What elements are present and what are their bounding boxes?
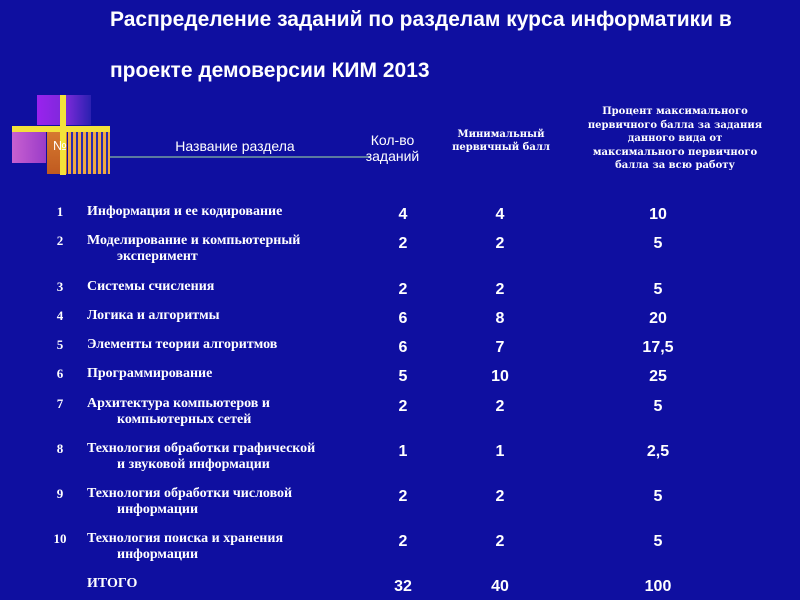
row-number: 7 [56,396,64,411]
header-number: № [53,138,67,153]
row-min-score: 2 [495,488,505,505]
row-percent: 20 [649,310,667,327]
row-section-name: Архитектура компьютеров и компьютерных сетей [87,396,270,427]
row-min-score: 10 [491,368,509,385]
deco-yellow-horizontal-bar [12,126,110,132]
header-section-name: Название раздела [175,138,295,154]
row-number: 6 [56,366,64,381]
row-count: 6 [398,310,408,327]
table-row [0,441,800,472]
row-min-score: 4 [495,206,505,223]
row-min-score: 8 [495,310,505,327]
row-count: 2 [398,235,408,252]
table-row [0,279,800,299]
row-percent: 5 [653,488,663,505]
row-min-score: 7 [495,339,505,356]
row-count: 2 [398,281,408,298]
row-min-score: 2 [495,235,505,252]
table-row [0,366,800,386]
row-percent: 5 [653,235,663,252]
table-row [0,337,800,357]
row-percent: 2,5 [646,443,670,460]
row-count: 2 [398,488,408,505]
row-number: 8 [56,441,64,456]
row-count: 2 [398,533,408,550]
page-title-line-2: проекте демоверсии КИМ 2013 [110,59,430,82]
row-section-name: Системы счисления [87,279,215,294]
row-min-score: 2 [495,281,505,298]
total-label: ИТОГО [87,576,138,591]
row-section-name: Логика и алгоритмы [87,308,220,323]
header-percent: Процент максимального первичного балла за задания данного вида от максимального первичного балла за всю работу [587,106,763,171]
row-count: 5 [398,368,408,385]
row-number: 4 [56,308,64,323]
table-row [0,396,800,427]
row-number: 9 [56,486,64,501]
row-count: 6 [398,339,408,356]
header-min-score: Минимальный первичный балл [452,129,550,153]
header-divider [110,156,370,158]
total-count: 32 [394,578,412,595]
row-section-name: Технология поиска и хранения информации [87,531,284,562]
row-percent: 10 [649,206,667,223]
row-min-score: 2 [495,398,505,415]
row-number: 3 [56,279,64,294]
row-section-name: Элементы теории алгоритмов [87,337,278,352]
row-section-name: Технология обработки графической и звуковой информации [87,441,316,472]
table-row [0,204,800,224]
row-number: 5 [56,337,64,352]
table-row [0,233,800,264]
row-percent: 5 [653,281,663,298]
header-task-count: Кол-во заданий [365,132,420,164]
table-row [0,486,800,517]
row-section-name: Моделирование и компьютерный эксперимент [87,233,301,264]
row-percent: 17,5 [642,339,674,356]
row-section-name: Технология обработки числовой информации [87,486,293,517]
total-min-score: 40 [491,578,509,595]
total-percent: 100 [644,578,672,595]
row-min-score: 1 [495,443,505,460]
row-section-name: Программирование [87,366,213,381]
deco-yellow-vertical-bar [60,95,66,175]
row-percent: 25 [649,368,667,385]
row-percent: 5 [653,533,663,550]
row-number: 10 [53,531,67,546]
row-section-name: Информация и ее кодирование [87,204,283,219]
row-percent: 5 [653,398,663,415]
table-row [0,531,800,562]
table-row-total [0,576,800,596]
row-count: 2 [398,398,408,415]
row-count: 4 [398,206,408,223]
row-number: 2 [56,233,64,248]
page-title-line-1: Распределение заданий по разделам курса информатики в [110,8,732,31]
row-min-score: 2 [495,533,505,550]
table-row [0,308,800,328]
row-count: 1 [398,443,408,460]
row-number: 1 [56,204,64,219]
